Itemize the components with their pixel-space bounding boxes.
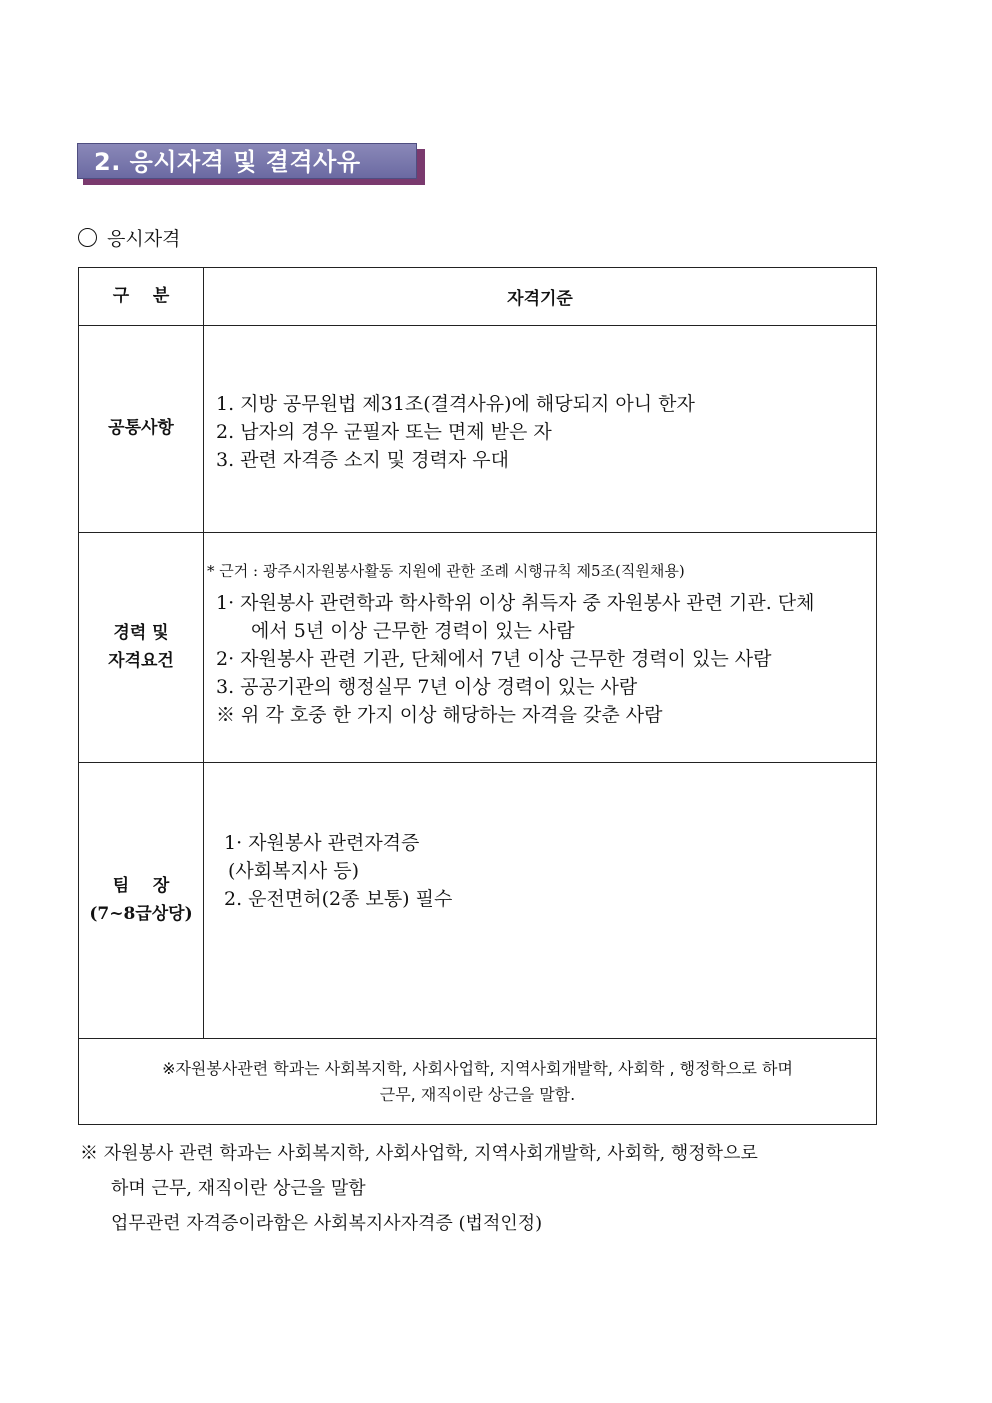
circle-bullet-icon <box>78 228 97 247</box>
table-header-row <box>79 268 877 326</box>
row-label-career-line2: 자격요건 <box>108 650 174 671</box>
header-category <box>79 268 204 326</box>
list-item: 에서 5년 이상 근무한 경력이 있는 사람 <box>251 620 575 642</box>
row-label-career-line1: 경력 및 <box>113 623 169 644</box>
qualification-table <box>78 267 877 1125</box>
table-footnote-row <box>79 1039 877 1125</box>
list-item: 1· 자원봉사 관련자격증 <box>224 832 420 854</box>
header-criteria: 자격기준 <box>204 268 877 326</box>
section-title-banner <box>77 143 425 185</box>
row-label-team-leader-line1: 팀 장 <box>112 876 170 897</box>
table-row-common <box>79 326 877 533</box>
bottom-note-line2: 하며 근무, 재직이란 상근을 말함 <box>111 1178 366 1199</box>
list-item: 2· 자원봉사 관련 기관, 단체에서 7년 이상 근무한 경력이 있는 사람 <box>216 648 772 670</box>
row-content-career <box>204 533 877 763</box>
list-item: (사회복지사 등) <box>228 860 359 882</box>
list-item: 3. 공공기관의 행정실무 7년 이상 경력이 있는 사람 <box>216 676 638 698</box>
row-content-team-leader <box>204 763 877 1039</box>
bottom-note-line3: 업무관련 자격증이라함은 사회복지사자격증 (법적인정) <box>111 1213 543 1234</box>
row-content-common <box>204 326 877 533</box>
subsection-label-text: 응시자격 <box>107 228 181 250</box>
subsection-label <box>78 224 180 251</box>
list-item: 1. 지방 공무원법 제31조(결격사유)에 해당되지 아니 한자 <box>216 393 695 415</box>
list-item: 3. 관련 자격증 소지 및 경력자 우대 <box>216 449 509 471</box>
bottom-note-line1: ※ 자원봉사 관련 학과는 사회복지학, 사회사업학, 지역사회개발학, 사회학, 행정학으로 <box>80 1143 758 1164</box>
header-category-text: 구 분 <box>112 285 170 306</box>
table-footnote-line2: 근무, 재직이란 상근을 말함. <box>379 1084 576 1104</box>
table-row-career <box>79 533 877 763</box>
list-item: 2. 운전면허(2종 보통) 필수 <box>224 888 453 910</box>
bottom-notes <box>80 1136 900 1241</box>
list-item: 2. 남자의 경우 군필자 또는 면제 받은 자 <box>216 421 552 443</box>
row-label-common: 공통사항 <box>79 326 204 533</box>
table-row-team-leader <box>79 763 877 1039</box>
list-item: ※ 위 각 호중 한 가지 이상 해당하는 자격을 갖춘 사람 <box>216 704 663 726</box>
row-label-career <box>79 533 204 763</box>
section-title: 2. 응시자격 및 결격사유 <box>77 143 417 179</box>
row-label-team-leader <box>79 763 204 1039</box>
basis-note: * 근거 : 광주시자원봉사활동 지원에 관한 조례 시행규칙 제5조(직원채용) <box>207 562 685 580</box>
list-item: 1· 자원봉사 관련학과 학사학위 이상 취득자 중 자원봉사 관련 기관. 단체 <box>216 592 815 614</box>
table-footnote <box>79 1039 877 1125</box>
row-label-team-leader-line2: (7~8급상당) <box>89 903 193 924</box>
table-footnote-line1: ※자원봉사관련 학과는 사회복지학, 사회사업학, 지역사회개발학, 사회학 , 행정학으로 하며 <box>162 1058 793 1078</box>
